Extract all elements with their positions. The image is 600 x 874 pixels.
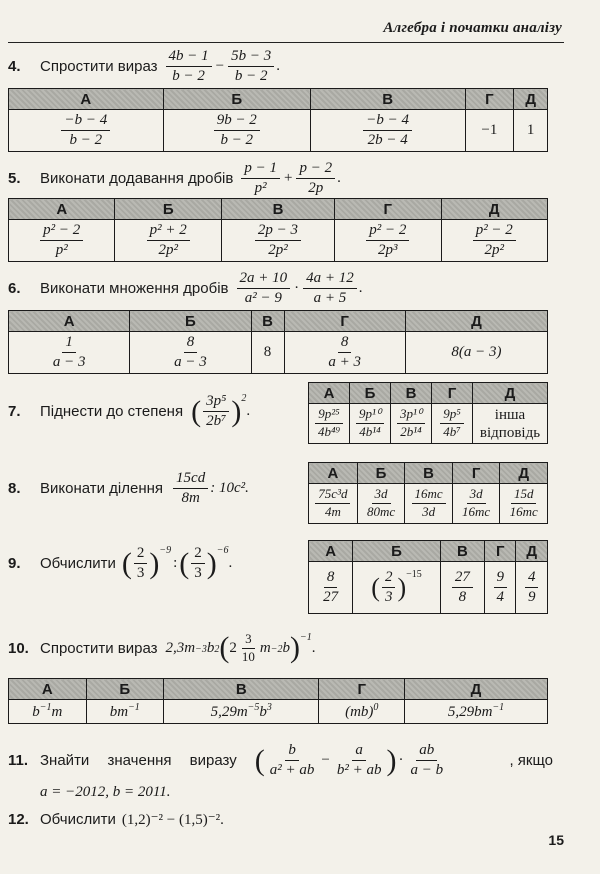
expression: ( $\frac{b}{\text{a² + ab}}$ − $\frac{a}{\text{b² + ab}}$ ) · $\frac{ab}{a - b}$ [254, 742, 444, 779]
option-header: Д [500, 463, 548, 484]
question-text: Піднести до степеня [40, 403, 184, 421]
option-header: Б [86, 679, 164, 700]
answer-c: $5,29m^{-5}b^3$ [164, 700, 319, 724]
answer-b: $\frac{3d}{80mc}$ [357, 484, 405, 524]
question-text: Обчислити [40, 555, 116, 573]
question-4: 4. Спростити вираз $\frac{4b - 1}{b - 2}$ − $\frac{5b - 3}{b - 2}$ . [8, 48, 281, 85]
option-header: Д [405, 679, 548, 700]
option-header: Г [432, 383, 473, 404]
answer-d: $\frac{\text{9p⁵}}{\text{4b⁷}}$ [432, 404, 473, 444]
answer-a: $\frac{8}{27}$ [309, 562, 353, 614]
expression: ( $\frac{\text{3p⁵}}{\text{2b⁷}}$ ) $^2$ . [191, 393, 251, 430]
answer-e: $\frac{15d}{16mc}$ [500, 484, 548, 524]
question-text: Виконати додавання дробів [40, 170, 234, 188]
question-8: 8. Виконати ділення $\frac{15cd}{8m}$ : 10c². [8, 470, 249, 507]
question-7: 7. Піднести до степеня ( $\frac{\text{3p⁵}}{\text{2b⁷}}$ ) $^2$ . [8, 393, 251, 430]
expression: ( $\frac{2}{3}$ ) $^{-9}$ : ( $\frac{2}{3}$ ) $^{-6}$ . [121, 545, 233, 582]
option-header: В [164, 679, 319, 700]
answer-c: $\frac{-b - 4}{2b - 4}$ [310, 110, 465, 152]
answer-c: $\frac{\text{3p¹⁰}}{\text{2b¹⁴}}$ [391, 404, 432, 444]
answer-table-6 [8, 310, 548, 374]
answer-d: $\frac{8}{a + 3}$ [284, 332, 405, 374]
question-10: 10. Спростити вираз 2,3m −3 b 2 ( 2 $\frac{3}{10}$ m −2 b ) $^{-1}$ . [8, 631, 316, 665]
option-header: Д [405, 311, 547, 332]
option-header: Г [335, 199, 441, 220]
option-header: Г [452, 463, 500, 484]
answer-table-7 [308, 382, 548, 444]
answer-table-10 [8, 678, 548, 724]
option-header: Г [284, 311, 405, 332]
answer-a: $\frac{\text{75c³d}}{4m}$ [309, 484, 358, 524]
running-header [8, 18, 564, 43]
option-header: Г [485, 541, 516, 562]
answer-c: $\frac{27}{8}$ [440, 562, 484, 614]
answer-e: $5,29bm^{-1}$ [405, 700, 548, 724]
option-header: Г [465, 89, 514, 110]
question-5: 5. Виконати додавання дробів $\frac{p - 1}{\text{p²}}$ + $\frac{p - 2}{2p}$ . [8, 160, 341, 197]
option-header: В [440, 541, 484, 562]
expression: $\frac{2a + 10}{\text{a² − 9}}$ · $\frac{4a + 12}{a + 5}$ . [235, 270, 363, 308]
answer-c: $\frac{2p - 3}{\text{2p²}}$ [221, 220, 334, 262]
option-header: А [9, 311, 130, 332]
answer-a: $\frac{\text{p² − 2}}{\text{p²}}$ [9, 220, 115, 262]
option-header: А [309, 463, 358, 484]
answer-a: $\frac{1}{a - 3}$ [9, 332, 130, 374]
answer-table-4 [8, 88, 548, 152]
question-11: 11. Знайти значення виразу ( $\frac{b}{\text{a² + ab}}$ − $\frac{a}{\text{b² + ab}}$ ) · $\frac{ab}{a - b}$ , якщо [8, 742, 553, 779]
question-text: Знайти значення виразу [40, 752, 237, 770]
answer-e: $\frac{4}{9}$ [516, 562, 548, 614]
question-6: 6. Виконати множення дробів $\frac{2a + 10}{\text{a² − 9}}$ · $\frac{4a + 12}{a + 5}$ . [8, 270, 363, 307]
answer-d: −1 [465, 110, 514, 152]
question-text: Спростити вираз [40, 58, 158, 76]
option-header: Б [357, 463, 405, 484]
question-text: Виконати множення дробів [40, 280, 229, 298]
question-11-values: a = −2012, b = 2011. [40, 784, 171, 800]
answer-c: 8 [251, 332, 284, 374]
answer-b: ( $\frac{2}{3}$ ) $^{-15}$ [353, 562, 441, 614]
answer-e: 8(a − 3) [405, 332, 547, 374]
option-header: Д [516, 541, 548, 562]
answer-a: $b^{-1}m$ [9, 700, 87, 724]
question-text: Обчислити [40, 811, 116, 828]
answer-e: інша відповідь [473, 404, 548, 444]
answer-table-5 [8, 198, 548, 262]
answer-e: $\frac{\text{p² − 2}}{\text{2p²}}$ [441, 220, 547, 262]
option-header: А [9, 89, 164, 110]
option-header: В [391, 383, 432, 404]
answer-e: 1 [514, 110, 548, 152]
question-12: 12. Обчислити (1,2)⁻² − (1,5)⁻². [8, 811, 224, 828]
answer-d: $\frac{\text{p² − 2}}{\text{2p³}}$ [335, 220, 441, 262]
answer-d: (mb)$^0$ [319, 700, 405, 724]
option-header: Б [353, 541, 441, 562]
option-header: В [310, 89, 465, 110]
question-9: 9. Обчислити ( $\frac{2}{3}$ ) $^{-9}$ : ( $\frac{2}{3}$ ) $^{-6}$ . [8, 545, 233, 582]
question-text: Виконати ділення [40, 480, 164, 498]
option-header: Б [163, 89, 310, 110]
option-header: Д [514, 89, 548, 110]
answer-b: $\frac{\text{9p¹⁰}}{\text{4b¹⁴}}$ [350, 404, 391, 444]
option-header: А [309, 383, 350, 404]
option-header: Д [441, 199, 547, 220]
option-header: Д [473, 383, 548, 404]
option-header: А [309, 541, 353, 562]
option-header: В [251, 311, 284, 332]
expression: 2,3m −3 b 2 ( 2 $\frac{3}{10}$ m −2 b ) $^{-1}$ . [165, 631, 316, 665]
header-title: Алгебра і початки аналізу [383, 20, 562, 36]
option-header: Б [115, 199, 221, 220]
answer-table-8 [308, 462, 548, 524]
option-header: Б [350, 383, 391, 404]
answer-d: $\frac{9}{4}$ [485, 562, 516, 614]
option-header: А [9, 679, 87, 700]
answer-b: $\frac{8}{a - 3}$ [130, 332, 251, 374]
expression: $\frac{15cd}{8m}$ : 10c². [171, 470, 249, 508]
expression: $\frac{4b - 1}{b - 2}$ − $\frac{5b - 3}{b - 2}$ . [164, 48, 280, 86]
expression: $\frac{p - 1}{\text{p²}}$ + $\frac{p - 2}{2p}$ . [239, 160, 340, 198]
condition: , якщо [509, 752, 553, 770]
answer-d: $\frac{3d}{16mc}$ [452, 484, 500, 524]
answer-a: $\frac{\text{9p²⁵}}{\text{4b⁴⁹}}$ [309, 404, 350, 444]
option-header: А [9, 199, 115, 220]
answer-c: $\frac{16mc}{3d}$ [405, 484, 453, 524]
answer-b: $\frac{9b - 2}{b - 2}$ [163, 110, 310, 152]
answer-b: $\frac{\text{p² + 2}}{\text{2p²}}$ [115, 220, 221, 262]
option-header: В [221, 199, 334, 220]
answer-table-9 [308, 540, 548, 614]
page-number: 15 [548, 832, 564, 848]
question-text: Спростити вираз [40, 639, 158, 657]
expression: (1,2)⁻² − (1,5)⁻². [121, 812, 224, 828]
option-header: В [405, 463, 453, 484]
answer-a: $\frac{-b - 4}{b - 2}$ [9, 110, 164, 152]
answer-b: $bm^{-1}$ [86, 700, 164, 724]
option-header: Г [319, 679, 405, 700]
option-header: Б [130, 311, 251, 332]
